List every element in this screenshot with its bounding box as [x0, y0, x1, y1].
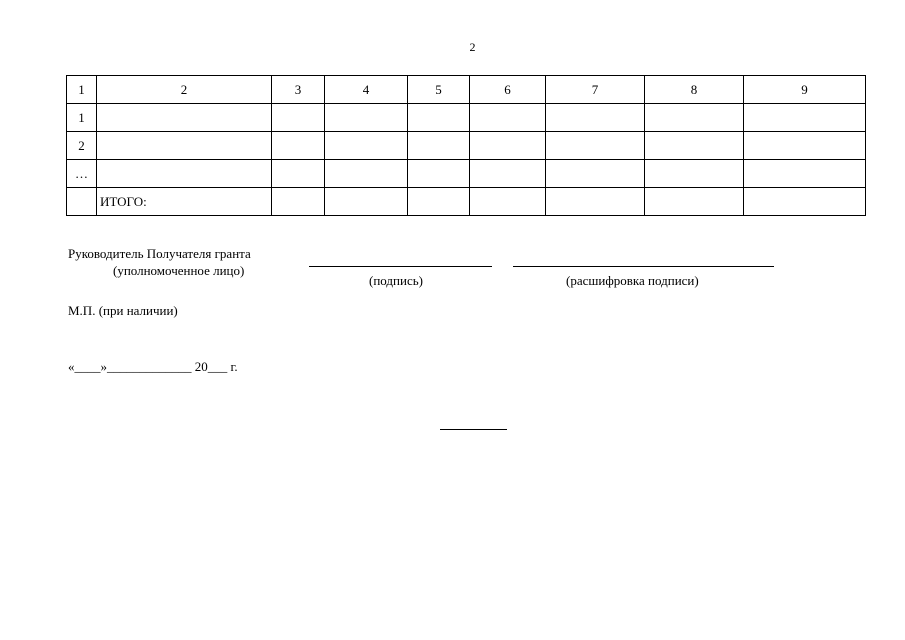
table-cell [97, 104, 272, 132]
signatory-title: Руководитель Получателя гранта [68, 246, 251, 261]
data-table [66, 75, 866, 216]
table-cell [470, 160, 546, 188]
table-cell: 6 [470, 76, 546, 104]
table-cell [272, 132, 325, 160]
table-cell [325, 160, 408, 188]
table-cell [470, 104, 546, 132]
table-cell [744, 188, 866, 216]
table-cell [408, 132, 470, 160]
signature-caption: (подпись) [369, 273, 423, 288]
table-cell [645, 104, 744, 132]
table-cell [408, 188, 470, 216]
end-separator-line [440, 429, 507, 430]
table-cell [97, 132, 272, 160]
signatory-label [68, 245, 251, 279]
table-cell [645, 132, 744, 160]
table-cell [645, 188, 744, 216]
table-row [67, 160, 866, 188]
table-cell [272, 160, 325, 188]
table-cell: 9 [744, 76, 866, 104]
table-cell [546, 132, 645, 160]
table-cell [272, 104, 325, 132]
table-cell: 1 [67, 104, 97, 132]
table-cell [470, 188, 546, 216]
table-cell: 5 [408, 76, 470, 104]
table-cell: 2 [97, 76, 272, 104]
table-cell [408, 104, 470, 132]
table-cell [744, 132, 866, 160]
table-cell [408, 160, 470, 188]
table-row [67, 132, 866, 160]
table-cell: 8 [645, 76, 744, 104]
table-cell [67, 188, 97, 216]
page-number: 2 [469, 40, 476, 54]
table-cell: 4 [325, 76, 408, 104]
table-cell: 1 [67, 76, 97, 104]
table-row [67, 188, 866, 216]
table-cell [97, 160, 272, 188]
stamp-label: М.П. (при наличии) [68, 303, 178, 318]
table-cell: 7 [546, 76, 645, 104]
table-cell: 3 [272, 76, 325, 104]
table-row [67, 104, 866, 132]
table-cell: … [67, 160, 97, 188]
signatory-subtitle: (уполномоченное лицо) [113, 263, 245, 278]
signature-line [309, 266, 492, 267]
table-cell: ИТОГО: [97, 188, 272, 216]
table-cell [325, 132, 408, 160]
table-cell [546, 104, 645, 132]
table-header-row [67, 76, 866, 104]
signature-decoding-line [513, 266, 774, 267]
table-cell [272, 188, 325, 216]
date-line: «____»_____________ 20___ г. [68, 359, 238, 374]
decoding-caption: (расшифровка подписи) [566, 273, 699, 288]
table-cell [325, 188, 408, 216]
table-cell [645, 160, 744, 188]
table-cell [546, 188, 645, 216]
table-cell: 2 [67, 132, 97, 160]
table-cell [744, 160, 866, 188]
table-cell [546, 160, 645, 188]
table-cell [470, 132, 546, 160]
table-cell [744, 104, 866, 132]
table-cell [325, 104, 408, 132]
